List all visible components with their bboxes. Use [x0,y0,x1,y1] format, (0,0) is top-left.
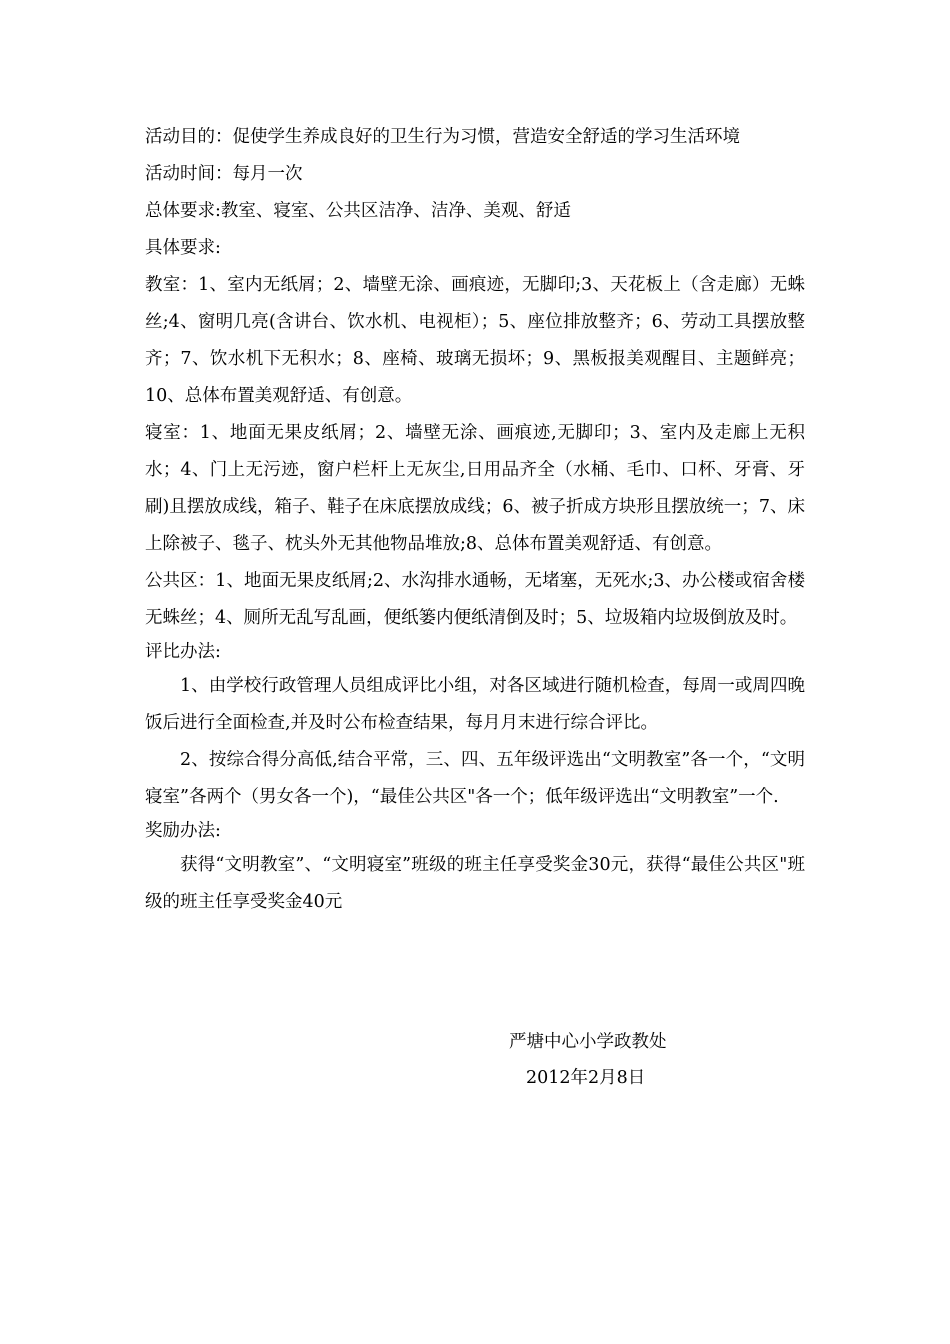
activity-purpose: 活动目的：促使学生养成良好的卫生行为习惯，营造安全舒适的学习生活环境 [145,127,740,147]
overall-requirement: 总体要求:教室、寝室、公共区洁净、洁净、美观、舒适 [145,201,571,221]
specific-requirement-heading: 具体要求: [145,238,221,258]
issuer-signature: 严塘中心小学政教处 [509,1032,667,1052]
activity-time: 活动时间：每月一次 [145,164,303,184]
public-area-requirements: 公共区：1、地面无果皮纸屑;2、水沟排水通畅，无堵塞，无死水;3、办公楼或宿舍楼无蛛丝；4、厕所无乱写乱画，便纸篓内便纸清倒及时；5、垃圾箱内垃圾倒放及时。 [145,571,805,628]
evaluation-rule-2: 2、按综合得分高低,结合平常，三、四、五年级评选出“文明教室”各一个，“文明寝室”各两个（男女各一个)，“最佳公共区"各一个；低年级评选出“文明教室”一个. [145,750,805,807]
issue-date: 2012年2月8日 [526,1068,646,1088]
evaluation-rule-1: 1、由学校行政管理人员组成评比小组，对各区域进行随机检查，每周一或周四晚饭后进行全面检查,并及时公布检查结果，每月月末进行综合评比。 [145,676,805,733]
classroom-requirements: 教室：1、室内无纸屑；2、墙壁无涂、画痕迹，无脚印;3、天花板上（含走廊）无蛛丝;4、窗明几亮(含讲台、饮水机、电视柜）；5、座位排放整齐；6、劳动工具摆放整齐；7、饮水机下无积水；8、座椅、玻璃无损坏；9、黑板报美观醒目、主题鲜亮；10、总体布置美观舒适、有创意。 [145,275,805,406]
dorm-requirements: 寝室：1、地面无果皮纸屑；2、墙壁无涂、画痕迹,无脚印；3、室内及走廊上无积水；4、门上无污迹，窗户栏杆上无灰尘,日用品齐全（水桶、毛巾、口杯、牙膏、牙刷)且摆放成线，箱子、鞋子在床底摆放成线；6、被子折成方块形且摆放统一；7、床上除被子、毯子、枕头外无其他物品堆放;8、总体布置美观舒适、有创意。 [145,423,805,554]
evaluation-heading: 评比办法: [145,642,221,662]
reward-heading: 奖励办法: [145,821,221,841]
document-body [145,122,805,921]
reward-rule: 获得“文明教室”、“文明寝室”班级的班主任享受奖金30元，获得“最佳公共区"班级的班主任享受奖金40元 [145,855,805,912]
